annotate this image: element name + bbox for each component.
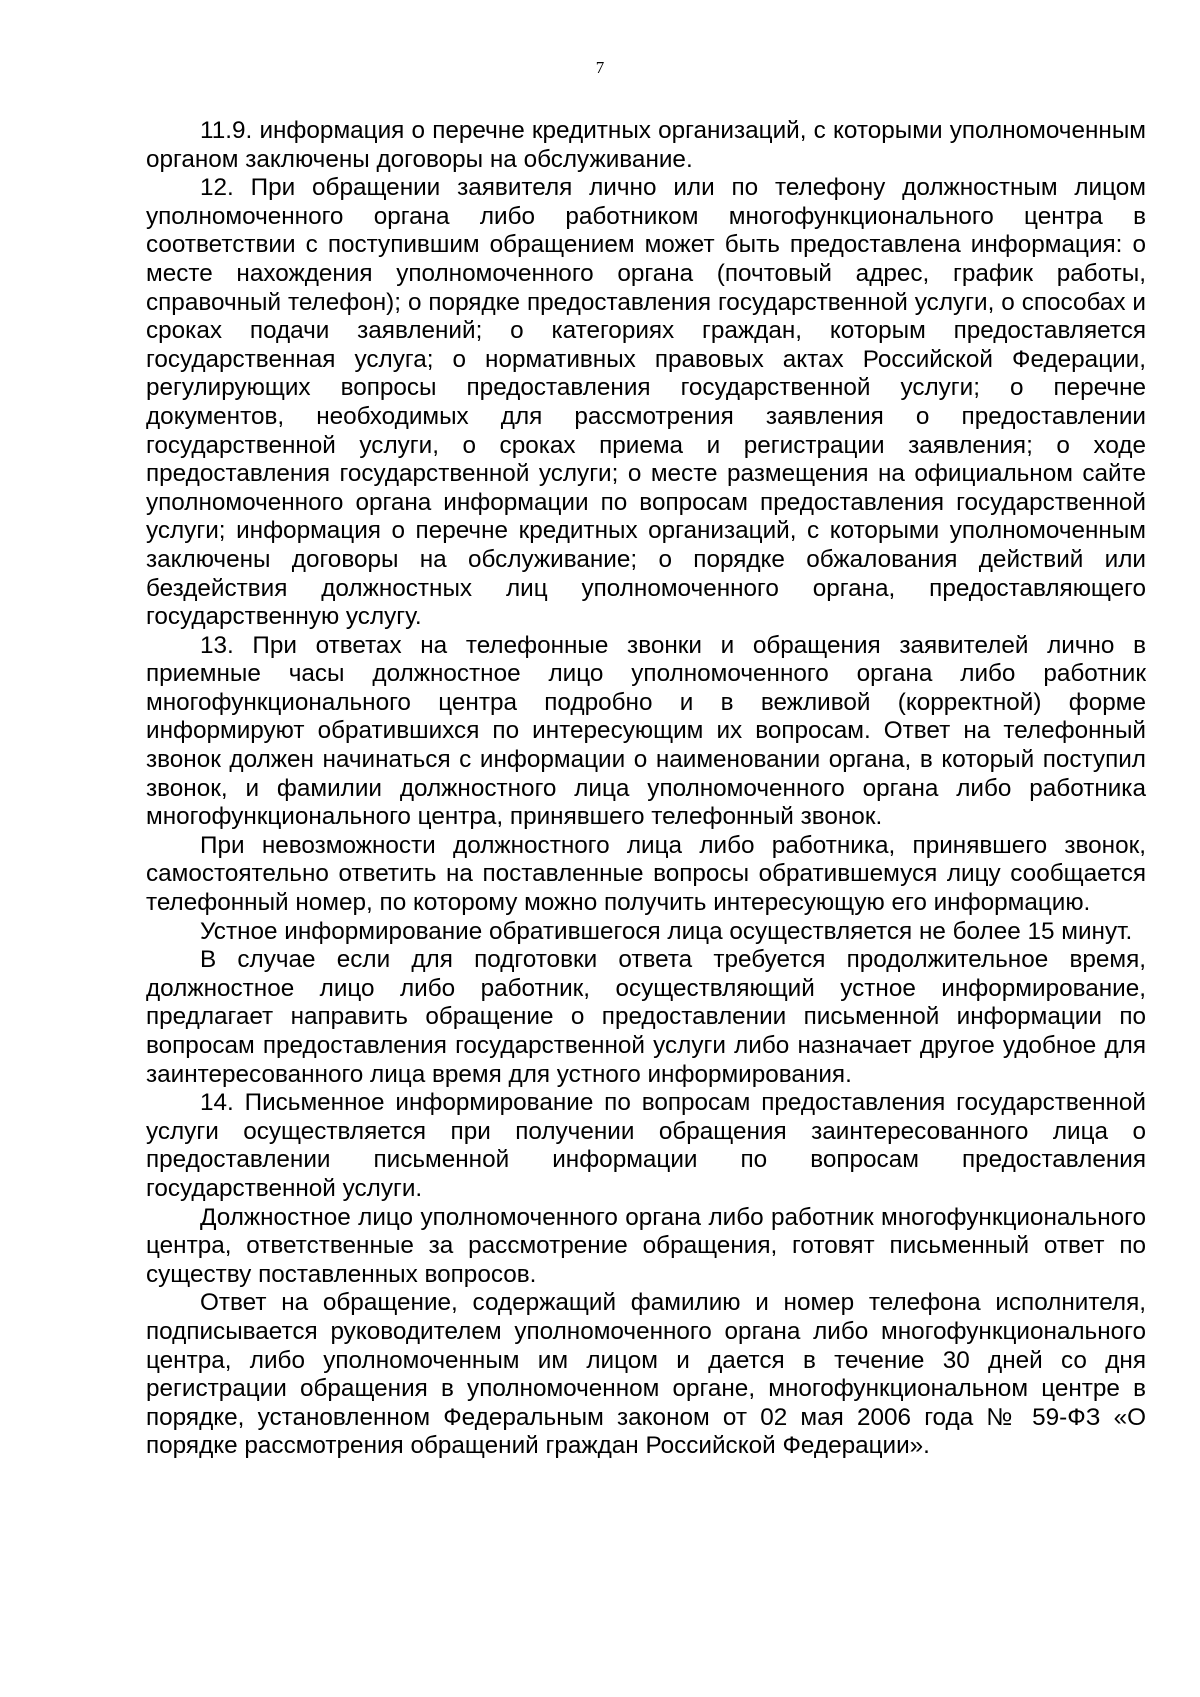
- paragraph-13: 13. При ответах на телефонные звонки и обращения заявителей лично в приемные часы должностное лицо уполномоченного органа либо работник многофункционального центра подробно и в вежливой (корректной) форме информируют обратившихся по интересующим их вопросам. Ответ на телефонный звонок должен начинаться с информации о наименовании органа, в который поступил звонок, и фамилии должностного лица уполномоченного органа либо работника многофункционального центра, принявшего телефонный звонок.: [146, 631, 1146, 831]
- paragraph-14-responsible: Должностное лицо уполномоченного органа либо работник многофункционального центра, ответственные за рассмотрение обращения, готовят письменный ответ по существу поставленных вопросов.: [146, 1203, 1146, 1288]
- paragraph-11-9: 11.9. информация о перечне кредитных организаций, с которыми уполномоченным органом заключены договоры на обслуживание.: [146, 117, 1146, 173]
- paragraph-12: 12. При обращении заявителя лично или по телефону должностным лицом уполномоченного органа либо работником многофункционального центра в соответствии с поступившим обращением может быть предоставлена информация: о месте нахождения уполномоченного органа (почтовый адрес, график работы, справочный телефон); о порядке предоставления государственной услуги, о способах и сроках подачи заявлений; о категориях граждан, которым предоставляется государственная услуга; о нормативных правовых актах Российской Федерации, регулирующих вопросы предоставления государственной услуги; о перечне документов, необходимых для рассмотрения заявления о предоставлении государственной услуги, о сроках приема и регистрации заявления; о ходе предоставления государственной услуги; о месте размещения на официальном сайте уполномоченного органа информации по вопросам предоставления государственной услуги; информация о перечне кредитных организаций, с которыми уполномоченным заключены договоры на обслуживание; о порядке обжалования действий или бездействия должностных лиц уполномоченного органа, предоставляющего государственную услугу.: [146, 174, 1146, 631]
- paragraph-14: 14. Письменное информирование по вопросам предоставления государственной услуги осуществляется при получении обращения заинтересованного лица о предоставлении письменной информации по вопросам предоставления государственной услуги.: [146, 1089, 1146, 1202]
- page-number: 7: [595, 58, 605, 77]
- paragraph-14-response: Ответ на обращение, содержащий фамилию и номер телефона исполнителя, подписывается руководителем уполномоченного органа либо многофункционального центра, либо уполномоченным им лицом и дается в течение 30 дней со дня регистрации обращения в уполномоченном органе, многофункциональном центре в порядке, установленном Федеральным законом от 02 мая 2006 года № 59-ФЗ «О порядке рассмотрения обращений граждан Российской Федерации».: [146, 1289, 1146, 1460]
- paragraph-13-extended-time: В случае если для подготовки ответа требуется продолжительное время, должностное лицо либо работник, осуществляющий устное информирование, предлагает направить обращение о предоставлении письменной информации по вопросам предоставления государственной услуги либо назначает другое удобное для заинтересованного лица время для устного информирования.: [146, 946, 1146, 1088]
- document-body: [146, 117, 1146, 1461]
- paragraph-13-unable-to-answer: При невозможности должностного лица либо работника, принявшего звонок, самостоятельно ответить на поставленные вопросы обратившемуся лицу сообщается телефонный номер, по которому можно получить интересующую его информацию.: [146, 831, 1146, 917]
- paragraph-13-duration: Устное информирование обратившегося лица осуществляется не более 15 минут.: [200, 917, 1133, 945]
